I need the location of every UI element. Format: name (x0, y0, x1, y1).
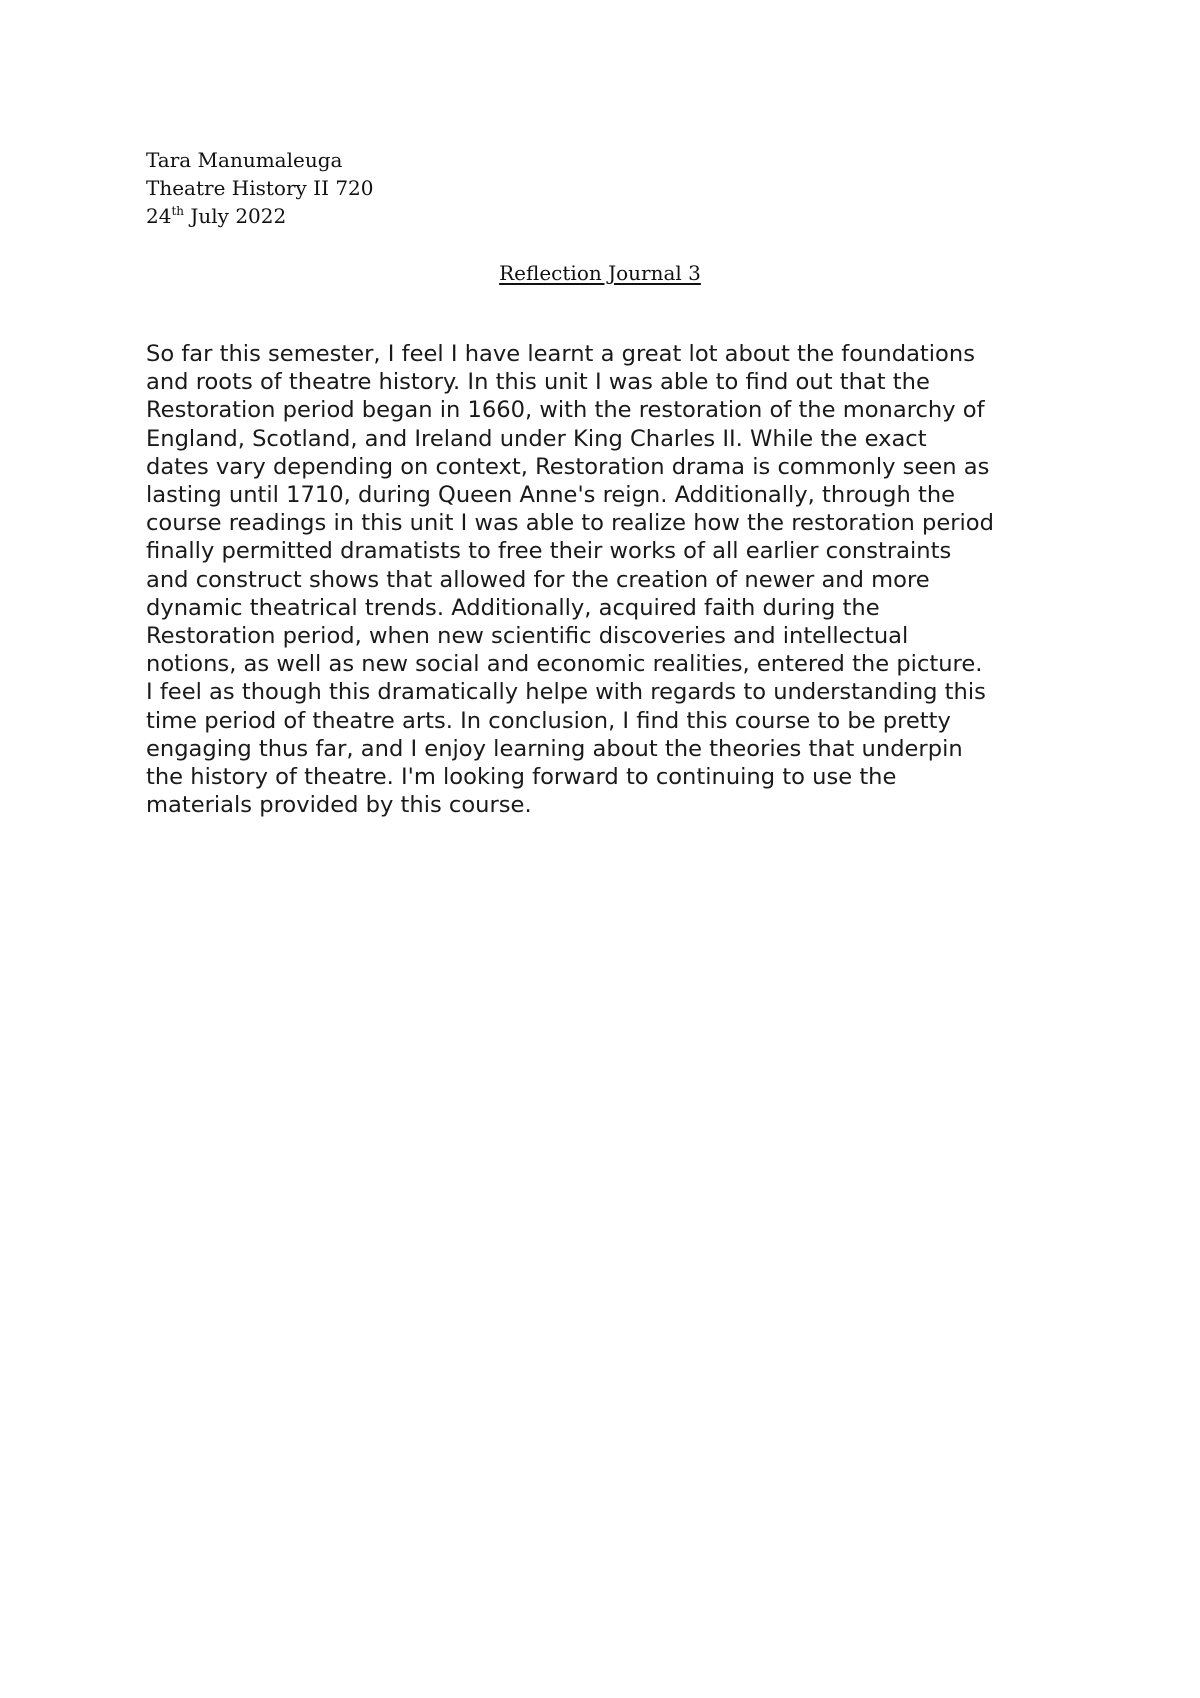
body-paragraph (146, 340, 1066, 819)
body-line: So far this semester, I feel I have learnt a great lot about the foundations (146, 341, 975, 367)
body-line: dynamic theatrical trends. Additionally, acquired faith during the (146, 594, 880, 621)
body-line: materials provided by this course. (146, 792, 532, 819)
date-line (146, 202, 374, 230)
body-line: finally permitted dramatists to free their works of all earlier constraints (146, 538, 952, 565)
body-line: course readings in this unit I was able to realize how the restoration period (146, 510, 994, 537)
body-line: engaging thus far, and I enjoy learning about the theories that underpin (146, 735, 963, 762)
date-suffix: th (171, 204, 185, 218)
body-line: the history of theatre. I'm looking forward to continuing to use the (146, 764, 897, 791)
body-line: notions, as well as new social and economic realities, entered the picture. (146, 651, 983, 678)
course-name: Theatre History II 720 (146, 176, 374, 200)
body-line: and roots of theatre history. In this unit I was able to find out that the (146, 369, 930, 396)
document-title: Reflection Journal 3 (499, 261, 701, 285)
body-line: dates vary depending on context, Restoration drama is commonly seen as (146, 453, 990, 480)
body-line: I feel as though this dramatically helpe with regards to understanding this (146, 679, 986, 706)
header-block (146, 146, 374, 230)
body-line: lasting until 1710, during Queen Anne's reign. Additionally, through the (146, 482, 956, 509)
date-day: 24 (146, 204, 172, 228)
body-line: Restoration period began in 1660, with the restoration of the monarchy of (146, 397, 985, 424)
date-rest: July 2022 (184, 204, 287, 228)
body-line: England, Scotland, and Ireland under King Charles II. While the exact (146, 425, 927, 452)
body-line: Restoration period, when new scientific discoveries and intellectual (146, 623, 909, 650)
body-line: and construct shows that allowed for the creation of newer and more (146, 566, 930, 593)
body-line: time period of theatre arts. In conclusion, I find this course to be pretty (146, 707, 951, 734)
author-name: Tara Manumaleuga (146, 148, 343, 172)
